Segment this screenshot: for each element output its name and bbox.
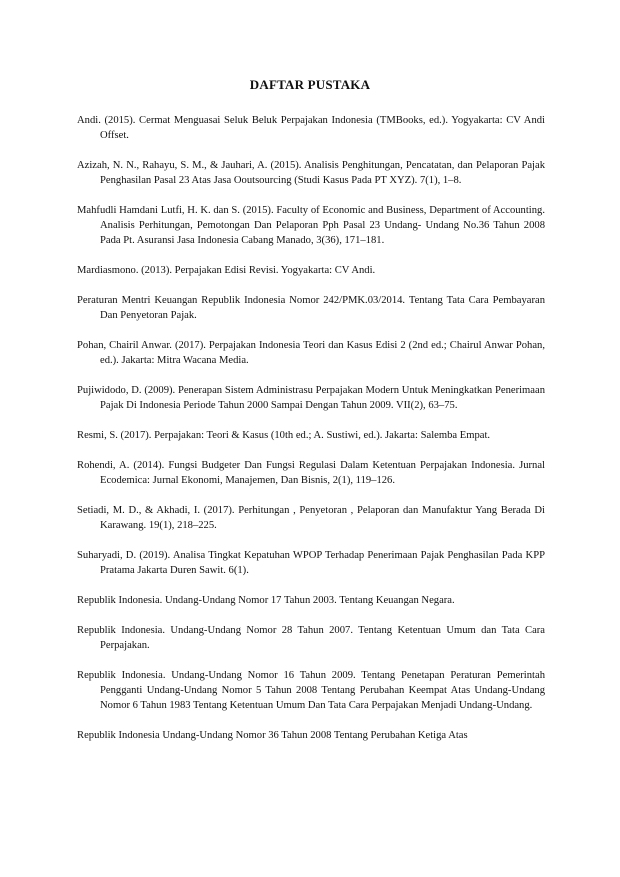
reference-entry: Resmi, S. (2017). Perpajakan: Teori & Kasus (10th ed.; A. Sustiwi, ed.). Jakarta: Salemba Empat. <box>77 430 491 441</box>
reference-list <box>77 113 545 758</box>
reference-entry: Azizah, N. N., Rahayu, S. M., & Jauhari, A. (2015). Analisis Penghitungan, Pencatatan, dan Pelaporan Pajak Penghasilan Pasal 23 Atas Jasa Ooutsourcing (Studi Kasus Pada PT XYZ). 7(1), 1–8. <box>77 160 545 186</box>
reference-entry: Republik Indonesia. Undang-Undang Nomor 28 Tahun 2007. Tentang Ketentuan Umum dan Tata Cara Perpajakan. <box>77 625 545 651</box>
reference-entry: Pujiwidodo, D. (2009). Penerapan Sistem Administrasu Perpajakan Modern Untuk Meningkatkan Penerimaan Pajak Di Indonesia Periode Tahun 2000 Sampai Dengan Tahun 2009. VII(2), 63–75. <box>77 385 545 411</box>
reference-entry: Mardiasmono. (2013). Perpajakan Edisi Revisi. Yogyakarta: CV Andi. <box>77 265 376 276</box>
reference-entry: Pohan, Chairil Anwar. (2017). Perpajakan Indonesia Teori dan Kasus Edisi 2 (2nd ed.; Chairul Anwar Pohan, ed.). Jakarta: Mitra Wacana Media. <box>77 340 545 366</box>
reference-entry: Mahfudli Hamdani Lutfi, H. K. dan S. (2015). Faculty of Economic and Business, Department of Accounting. Analisis Perhitungan, Pemotongan Dan Pelaporan Pph Pasal 23 Undang- Undang No.36 Tahun 2008 Pada Pt. Asuransi Jasa Indonesia Cabang Manado, 3(36), 171–181. <box>77 205 545 246</box>
page-title: DAFTAR PUSTAKA <box>249 77 371 92</box>
reference-entry: Republik Indonesia. Undang-Undang Nomor 17 Tahun 2003. Tentang Keuangan Negara. <box>77 595 455 606</box>
reference-entry: Republik Indonesia Undang-Undang Nomor 36 Tahun 2008 Tentang Perubahan Ketiga Atas <box>77 730 468 741</box>
reference-entry: Rohendi, A. (2014). Fungsi Budgeter Dan Fungsi Regulasi Dalam Ketentuan Perpajakan Indonesia. Jurnal Ecodemica: Jurnal Ekonomi, Manajemen, Dan Bisnis, 2(1), 119–126. <box>77 460 545 486</box>
reference-entry: Suharyadi, D. (2019). Analisa Tingkat Kepatuhan WPOP Terhadap Penerimaan Pajak Penghasilan Pada KPP Pratama Jakarta Duren Sawit. 6(1). <box>77 550 545 576</box>
reference-entry: Andi. (2015). Cermat Menguasai Seluk Beluk Perpajakan Indonesia (TMBooks, ed.). Yogyakarta: CV Andi Offset. <box>77 115 545 141</box>
reference-entry: Setiadi, M. D., & Akhadi, I. (2017). Perhitungan , Penyetoran , Pelaporan dan Manufaktur Yang Berada Di Karawang. 19(1), 218–225. <box>77 505 545 531</box>
reference-entry: Republik Indonesia. Undang-Undang Nomor 16 Tahun 2009. Tentang Penetapan Peraturan Pemerintah Pengganti Undang-Undang Nomor 5 Tahun 2008 Tentang Perubahan Keempat Atas Undang-Undang Nomor 6 Tahun 1983 Tentang Ketentuan Umum Dan Tata Cara Perpajakan Menjadi Undang-Undang. <box>77 670 545 711</box>
reference-entry: Peraturan Mentri Keuangan Republik Indonesia Nomor 242/PMK.03/2014. Tentang Tata Cara Pembayaran Dan Penyetoran Pajak. <box>77 295 545 321</box>
